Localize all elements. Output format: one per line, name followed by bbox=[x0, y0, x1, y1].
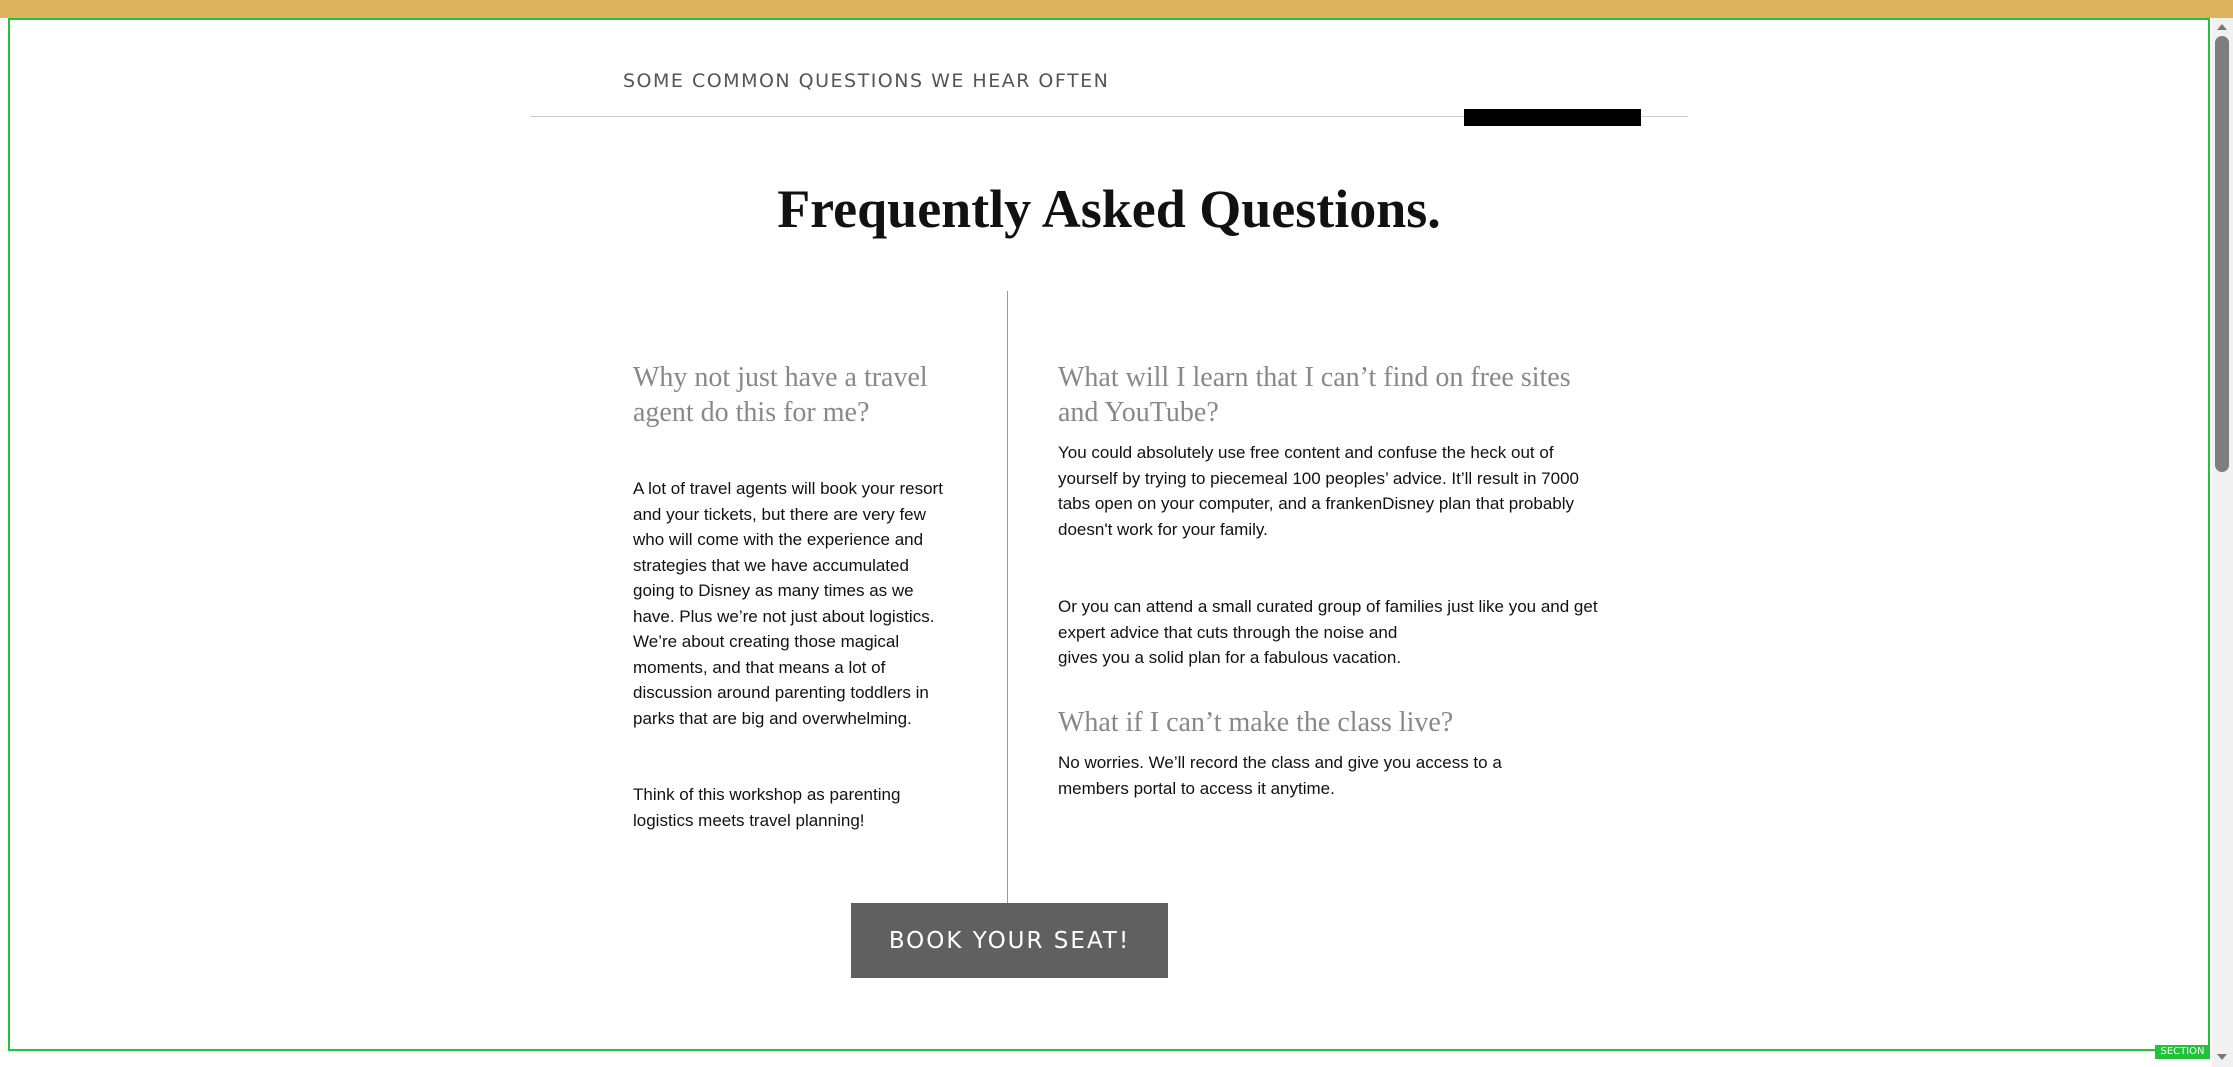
divider-accent-bar bbox=[1464, 109, 1641, 126]
faq-question-travel-agent: Why not just have a travel agent do this for me? bbox=[633, 362, 928, 428]
section-tag: SECTION bbox=[2155, 1045, 2210, 1059]
faq-answer-free-content-alternative bbox=[1058, 594, 1603, 671]
alternative-line-2: gives you a solid plan for a fabulous vacation. bbox=[1058, 648, 1402, 667]
top-color-band bbox=[0, 0, 2233, 18]
scroll-down-arrow-icon[interactable] bbox=[2217, 1054, 2227, 1060]
scroll-up-arrow-icon[interactable] bbox=[2217, 24, 2227, 30]
page-title: Frequently Asked Questions. bbox=[777, 179, 1441, 239]
faq-answer-travel-agent: A lot of travel agents will book your resort and your tickets, but there are very few who will come with the experience and strategies that we have accumulated going to Disney as many times as we have. Plus we’re not just about logistics. We’re about creating those magical moments, and that means a lot of discussion around parenting toddlers in parks that are big and overwhelming. bbox=[633, 479, 943, 728]
alternative-line-1: Or you can attend a small curated group of families just like you and get expert advice that cuts through the noise and bbox=[1058, 597, 1598, 642]
faq-answer-travel-agent-closing: Think of this workshop as parenting logistics meets travel planning! bbox=[633, 785, 901, 830]
faq-question-free-content: What will I learn that I can’t find on free sites and YouTube? bbox=[1058, 362, 1571, 428]
column-divider bbox=[1007, 291, 1008, 904]
scrollbar-thumb[interactable] bbox=[2215, 36, 2229, 472]
faq-answer-free-content: You could absolutely use free content and confuse the heck out of yourself by trying to piecemeal 100 peoples’ advice. It’ll result in 7000 tabs open on your computer, and a frankenDisney plan that probably doesn't work for your family. bbox=[1058, 443, 1579, 539]
faq-question-class-live: What if I can’t make the class live? bbox=[1058, 707, 1454, 738]
faq-answer-class-live: No worries. We’ll record the class and give you access to a members portal to access it anytime. bbox=[1058, 753, 1502, 798]
book-seat-button[interactable]: BOOK YOUR SEAT! bbox=[851, 903, 1168, 978]
section-eyebrow: SOME COMMON QUESTIONS WE HEAR OFTEN bbox=[623, 70, 1110, 92]
